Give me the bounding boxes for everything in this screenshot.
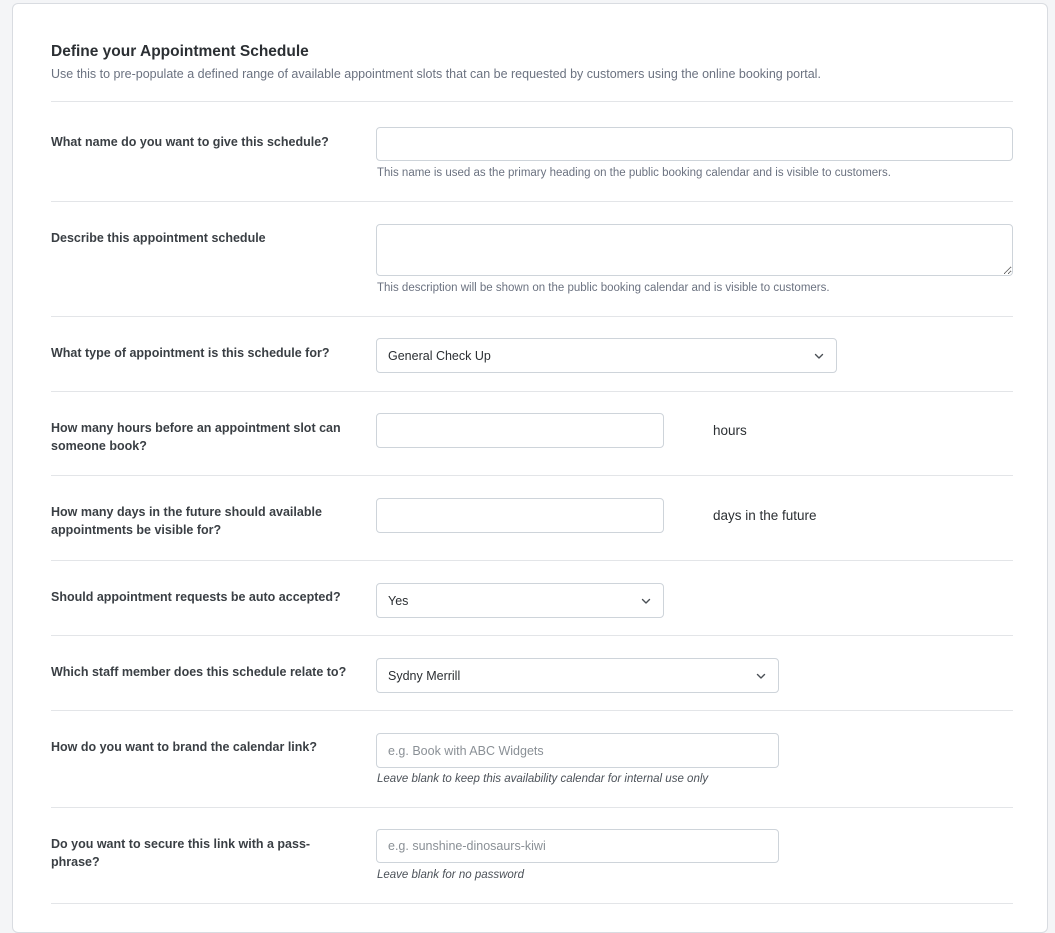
passphrase-input[interactable] [376,829,779,863]
divider [51,316,1013,317]
days-future-input[interactable] [376,498,664,533]
chevron-down-icon [756,671,766,681]
schedule-name-input[interactable] [376,127,1013,161]
divider [51,807,1013,808]
schedule-name-help: This name is used as the primary heading on the public booking calendar and is visible to customers. [377,167,891,179]
staff-select[interactable] [376,658,779,693]
form-header [51,42,1013,82]
divider [51,560,1013,561]
brand-link-label: How do you want to brand the calendar link? [51,740,317,754]
appointment-type-select[interactable] [376,338,837,373]
days-future-label: How many days in the future should available appointments be visible for? [51,505,322,537]
appointment-type-label: What type of appointment is this schedule for? [51,346,330,360]
description-label: Describe this appointment schedule [51,231,266,245]
appointment-type-value: General Check Up [388,348,491,363]
divider [51,710,1013,711]
divider [51,475,1013,476]
passphrase-help: Leave blank for no password [377,869,525,881]
hours-before-label: How many hours before an appointment slot can someone book? [51,421,341,453]
schedule-name-label: What name do you want to give this schedule? [51,135,329,149]
divider [51,391,1013,392]
staff-label: Which staff member does this schedule relate to? [51,665,347,679]
page-subtitle: Use this to pre-populate a defined range of available appointment slots that can be requested by customers using the online booking portal. [51,67,821,81]
description-textarea[interactable] [376,224,1013,276]
page-title: Define your Appointment Schedule [51,43,309,60]
divider [51,201,1013,202]
chevron-down-icon [814,351,824,361]
hours-before-input[interactable] [376,413,664,448]
hours-suffix: hours [713,423,747,438]
passphrase-label: Do you want to secure this link with a pass-phrase? [51,837,311,869]
description-help: This description will be shown on the public booking calendar and is visible to customers. [377,282,830,294]
auto-accept-value: Yes [388,593,409,608]
auto-accept-label: Should appointment requests be auto accepted? [51,590,341,604]
divider [51,101,1013,102]
staff-value: Sydny Merrill [388,668,461,683]
divider [51,903,1013,904]
chevron-down-icon [641,596,651,606]
brand-link-input[interactable] [376,733,779,768]
days-suffix: days in the future [713,508,817,523]
divider [51,635,1013,636]
brand-link-help: Leave blank to keep this availability calendar for internal use only [377,773,709,785]
auto-accept-select[interactable] [376,583,664,618]
schedule-form-card [12,3,1048,933]
